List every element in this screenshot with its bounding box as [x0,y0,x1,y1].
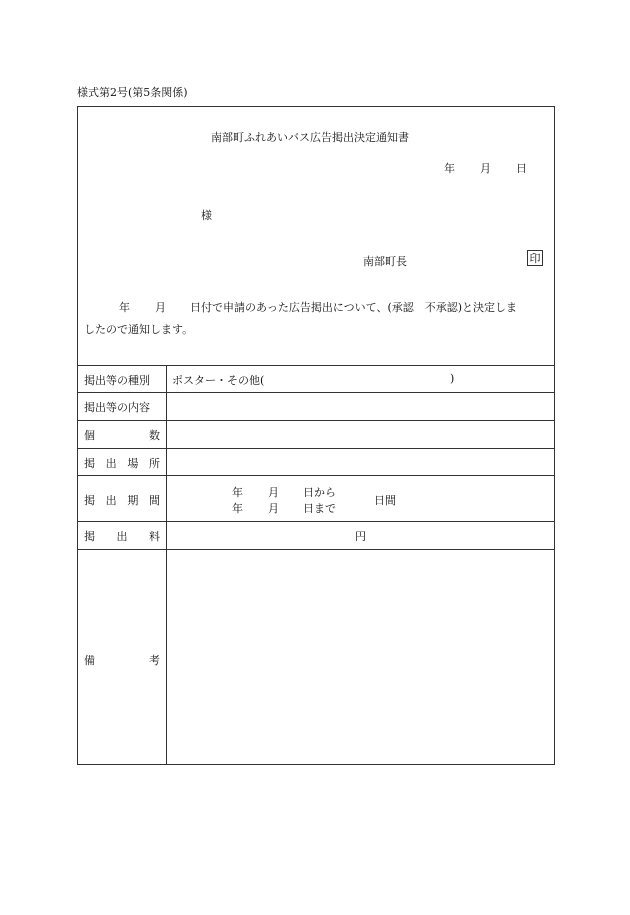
fee-label [84,528,160,544]
period-end-suffix: 日まで [303,502,336,515]
body-month: 月 [155,301,166,314]
addressee-suffix: 様 [201,209,212,222]
place-label-char: 場 [127,457,139,470]
period-label-char: 掲 [84,494,95,507]
place-label [84,455,160,471]
date-month: 月 [480,162,491,175]
fee-label-char: 掲 [84,530,95,543]
place-label-char: 所 [148,457,160,470]
period-start-year: 年 [232,486,243,499]
row-divider [78,475,554,476]
document-title: 南部町ふれあいバス広告掲出決定通知書 [211,131,409,144]
count-label-char: 数 [149,429,160,442]
date-day: 日 [516,162,527,175]
type-value-suffix: ) [450,372,455,385]
row-divider [78,521,554,522]
period-start-suffix: 日から [303,486,336,499]
row-divider [78,448,554,449]
period-label-char: 間 [148,494,160,507]
row-divider [78,420,554,421]
fee-label-char: 料 [149,530,160,543]
fee-label-char: 出 [116,530,128,543]
place-label-char: 出 [105,457,117,470]
count-label-char: 個 [84,429,95,442]
type-label: 掲出等の種別 [84,374,150,387]
form-number-label: 様式第2号(第5条関係) [77,86,188,99]
period-label [84,492,160,508]
period-label-char: 出 [105,494,117,507]
notice-body [84,297,552,341]
column-divider [166,365,167,764]
remarks-label [84,652,160,668]
row-divider [78,549,554,550]
period-end-year: 年 [232,502,243,515]
period-days: 日間 [374,494,396,507]
body-line-2: したので通知します。 [84,323,194,336]
remarks-label-char: 考 [149,654,160,667]
content-label: 掲出等の内容 [84,401,150,414]
type-value-prefix: ポスター・その他( [172,374,265,387]
seal-mark: 印 [527,250,543,266]
fee-unit: 円 [355,530,366,543]
count-label [84,427,160,443]
period-start-month: 月 [268,486,279,499]
body-year: 年 [119,301,130,314]
date-year: 年 [444,162,455,175]
place-label-char: 掲 [84,457,95,470]
issuer-name: 南部町長 [363,255,407,268]
notice-form [77,106,555,765]
period-label-char: 期 [127,494,139,507]
body-line-1: 日付で申請のあった広告掲出について、(承認 不承認)と決定しま [190,301,518,314]
row-divider [78,392,554,393]
period-end-month: 月 [268,502,279,515]
remarks-label-char: 備 [84,654,95,667]
row-divider [78,365,554,366]
